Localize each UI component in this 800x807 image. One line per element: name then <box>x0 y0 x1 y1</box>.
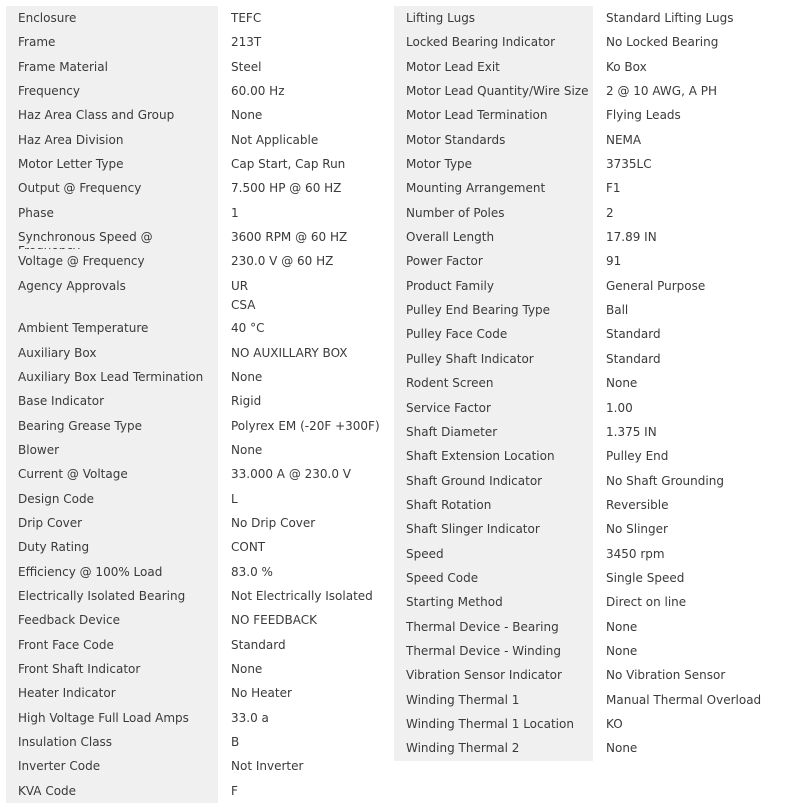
spec-row <box>394 420 793 444</box>
spec-value <box>593 493 793 517</box>
spec-label: Power Factor <box>394 249 593 273</box>
spec-label: Number of Poles <box>394 201 593 225</box>
spec-label: Speed <box>394 542 593 566</box>
spec-label: Efficiency @ 100% Load <box>6 560 218 584</box>
spec-label: Shaft Ground Indicator <box>394 469 593 493</box>
spec-label: Motor Lead Exit <box>394 55 593 79</box>
spec-row <box>394 176 793 200</box>
specs-column-left <box>6 6 393 803</box>
spec-value <box>218 128 393 152</box>
spec-label: Mounting Arrangement <box>394 176 593 200</box>
spec-row <box>394 542 793 566</box>
spec-value <box>218 176 393 200</box>
spec-value-line: None <box>606 741 638 756</box>
spec-value-line: 7.500 HP @ 60 HZ <box>231 181 342 196</box>
spec-value-line: L <box>231 491 238 506</box>
spec-value-line: Ball <box>606 303 629 318</box>
spec-value-line: 1.375 IN <box>606 424 657 439</box>
spec-label: Duty Rating <box>6 535 218 559</box>
spec-value <box>218 438 393 462</box>
spec-value <box>593 590 793 614</box>
spec-row <box>6 633 393 657</box>
spec-value <box>593 103 793 127</box>
spec-value-line: Not Electrically Isolated <box>231 589 373 604</box>
spec-label: Motor Standards <box>394 128 593 152</box>
spec-label: Bearing Grease Type <box>6 414 218 438</box>
spec-row <box>6 128 393 152</box>
spec-row <box>394 249 793 273</box>
spec-value <box>593 322 793 346</box>
spec-row <box>6 6 393 30</box>
spec-value <box>218 55 393 79</box>
spec-label: KVA Code <box>6 779 218 803</box>
spec-value <box>218 152 393 176</box>
spec-label: Overall Length <box>394 225 593 249</box>
spec-value-line: CONT <box>231 540 266 555</box>
spec-label: Pulley Face Code <box>394 322 593 346</box>
spec-row <box>6 681 393 705</box>
spec-value <box>593 688 793 712</box>
spec-value <box>593 6 793 30</box>
spec-value <box>593 736 793 760</box>
spec-row <box>394 590 793 614</box>
spec-value-line: Steel <box>231 59 262 74</box>
spec-label: Feedback Device <box>6 608 218 632</box>
spec-value-line: No Vibration Sensor <box>606 668 726 683</box>
spec-row <box>394 152 793 176</box>
spec-value-line: 213T <box>231 35 262 50</box>
spec-label: Lifting Lugs <box>394 6 593 30</box>
spec-value <box>593 542 793 566</box>
spec-label: Motor Lead Termination <box>394 103 593 127</box>
spec-value <box>218 79 393 103</box>
spec-value-line: 91 <box>606 254 622 269</box>
spec-value <box>218 225 393 249</box>
spec-label: Base Indicator <box>6 389 218 413</box>
spec-value <box>593 396 793 420</box>
spec-label: Speed Code <box>394 566 593 590</box>
spec-label: Motor Lead Quantity/Wire Size <box>394 79 593 103</box>
spec-row <box>6 389 393 413</box>
spec-label: Heater Indicator <box>6 681 218 705</box>
spec-row <box>394 128 793 152</box>
spec-value-line: Standard Lifting Lugs <box>606 11 734 25</box>
spec-value <box>218 584 393 608</box>
spec-value-line: 60.00 Hz <box>231 84 285 99</box>
spec-row <box>6 55 393 79</box>
spec-row <box>394 225 793 249</box>
spec-value <box>593 79 793 103</box>
spec-value-line: 33.000 A @ 230.0 V <box>231 467 352 482</box>
spec-value <box>218 462 393 486</box>
spec-row <box>394 736 793 760</box>
spec-row <box>6 657 393 681</box>
spec-value-line: Standard <box>606 327 661 342</box>
spec-value-line: No Slinger <box>606 522 668 537</box>
spec-label: Design Code <box>6 487 218 511</box>
spec-value-line: No Shaft Grounding <box>606 473 724 488</box>
spec-value-line: Rigid <box>231 394 262 409</box>
spec-value <box>593 55 793 79</box>
spec-row <box>6 152 393 176</box>
spec-value-line: 3450 rpm <box>606 546 665 561</box>
spec-row <box>394 688 793 712</box>
spec-value <box>218 414 393 438</box>
spec-label: Shaft Extension Location <box>394 444 593 468</box>
spec-value <box>593 517 793 541</box>
spec-row <box>6 79 393 103</box>
spec-label: Insulation Class <box>6 730 218 754</box>
spec-value-line: Standard <box>606 351 661 366</box>
spec-value-line: No Drip Cover <box>231 516 316 531</box>
spec-label: Rodent Screen <box>394 371 593 395</box>
spec-value <box>593 566 793 590</box>
spec-label: Frequency <box>6 79 218 103</box>
spec-value <box>218 316 393 340</box>
spec-label: Synchronous Speed @ <box>6 225 218 249</box>
spec-label: Drip Cover <box>6 511 218 535</box>
spec-label: Ambient Temperature <box>6 316 218 340</box>
spec-value-line: Single Speed <box>606 570 685 585</box>
spec-value-line: KO <box>606 716 623 731</box>
spec-row <box>6 225 393 249</box>
spec-value-line: None <box>231 108 263 123</box>
spec-row <box>6 608 393 632</box>
spec-row <box>6 730 393 754</box>
spec-row <box>394 322 793 346</box>
spec-row <box>6 535 393 559</box>
spec-row <box>6 414 393 438</box>
spec-value <box>218 201 393 225</box>
spec-row <box>394 444 793 468</box>
spec-row <box>6 584 393 608</box>
spec-value-line: 230.0 V @ 60 HZ <box>231 254 334 269</box>
spec-value <box>218 706 393 730</box>
spec-label: Front Shaft Indicator <box>6 657 218 681</box>
spec-row <box>6 462 393 486</box>
spec-value-line: 1 <box>231 205 239 220</box>
spec-value-line: UR <box>231 278 249 293</box>
spec-label: Frame Material <box>6 55 218 79</box>
spec-row <box>6 779 393 803</box>
spec-label: Thermal Device - Bearing <box>394 615 593 639</box>
spec-row <box>6 103 393 127</box>
spec-value <box>593 30 793 54</box>
spec-value <box>593 712 793 736</box>
spec-row <box>394 371 793 395</box>
spec-value <box>593 615 793 639</box>
spec-value-line: No Heater <box>231 686 292 701</box>
spec-value-line: Direct on line <box>606 595 687 610</box>
spec-value <box>593 201 793 225</box>
spec-value <box>218 365 393 389</box>
spec-value <box>593 420 793 444</box>
spec-value-line: Manual Thermal Overload <box>606 692 762 707</box>
spec-value <box>218 535 393 559</box>
spec-row <box>394 298 793 322</box>
spec-label: Agency Approvals <box>6 274 218 317</box>
spec-label: Voltage @ Frequency <box>6 249 218 273</box>
spec-row <box>6 365 393 389</box>
spec-row <box>6 487 393 511</box>
spec-value-line: 33.0 a <box>231 710 269 725</box>
spec-value <box>593 469 793 493</box>
spec-row <box>6 706 393 730</box>
spec-value <box>218 511 393 535</box>
spec-label: Starting Method <box>394 590 593 614</box>
spec-value-line: B <box>231 735 240 750</box>
spec-value-line: None <box>606 619 638 634</box>
spec-value <box>593 225 793 249</box>
spec-label: Vibration Sensor Indicator <box>394 663 593 687</box>
spec-value-line: 1.00 <box>606 400 633 415</box>
spec-row <box>6 249 393 273</box>
spec-value <box>218 560 393 584</box>
spec-label: Auxiliary Box <box>6 341 218 365</box>
spec-row <box>6 274 393 317</box>
spec-value-line: Polyrex EM (-20F +300F) <box>231 418 380 433</box>
spec-value-line: F <box>231 783 238 798</box>
spec-value <box>218 487 393 511</box>
spec-row <box>394 663 793 687</box>
spec-value-line: 40 °C <box>231 321 265 336</box>
spec-value <box>593 371 793 395</box>
spec-label: Winding Thermal 1 Location <box>394 712 593 736</box>
spec-label: Front Face Code <box>6 633 218 657</box>
spec-value <box>218 633 393 657</box>
spec-label: Thermal Device - Winding <box>394 639 593 663</box>
spec-value <box>218 6 393 30</box>
spec-value-line: No Locked Bearing <box>606 35 719 50</box>
spec-label: Motor Letter Type <box>6 152 218 176</box>
spec-row <box>394 55 793 79</box>
spec-row <box>394 79 793 103</box>
spec-value-line: Pulley End <box>606 449 669 464</box>
spec-row <box>394 469 793 493</box>
spec-value-line: Flying Leads <box>606 108 681 123</box>
spec-row <box>394 201 793 225</box>
spec-value <box>218 608 393 632</box>
spec-value <box>593 176 793 200</box>
spec-row <box>394 30 793 54</box>
spec-label: Locked Bearing Indicator <box>394 30 593 54</box>
spec-value <box>593 639 793 663</box>
spec-label: Shaft Rotation <box>394 493 593 517</box>
spec-row <box>6 30 393 54</box>
spec-label: Shaft Diameter <box>394 420 593 444</box>
spec-value-line: TEFC <box>231 11 262 25</box>
spec-row <box>6 201 393 225</box>
spec-value <box>218 389 393 413</box>
spec-row <box>6 341 393 365</box>
spec-row <box>6 560 393 584</box>
spec-value <box>218 30 393 54</box>
spec-row <box>394 517 793 541</box>
spec-value-line: None <box>606 643 638 658</box>
spec-value <box>218 754 393 778</box>
spec-label: Pulley Shaft Indicator <box>394 347 593 371</box>
spec-row <box>6 754 393 778</box>
spec-row <box>394 347 793 371</box>
spec-label: Output @ Frequency <box>6 176 218 200</box>
spec-label: Auxiliary Box Lead Termination <box>6 365 218 389</box>
spec-value <box>593 347 793 371</box>
spec-value-line: Not Applicable <box>231 132 319 147</box>
spec-label: Haz Area Class and Group <box>6 103 218 127</box>
spec-value-line: 2 @ 10 AWG, A PH <box>606 84 717 99</box>
spec-row <box>394 493 793 517</box>
spec-value-line: CSA <box>231 297 256 312</box>
spec-label: Shaft Slinger Indicator <box>394 517 593 541</box>
spec-value-line: 83.0 % <box>231 564 273 579</box>
spec-row <box>6 511 393 535</box>
spec-label: High Voltage Full Load Amps <box>6 706 218 730</box>
spec-value-line: Reversible <box>606 497 669 512</box>
spec-label: Product Family <box>394 274 593 298</box>
spec-value <box>593 274 793 298</box>
spec-value <box>593 128 793 152</box>
spec-value-line: Standard <box>231 637 286 652</box>
spec-value <box>593 152 793 176</box>
spec-value-line: None <box>606 376 638 391</box>
spec-label: Winding Thermal 2 <box>394 736 593 760</box>
spec-row <box>394 274 793 298</box>
spec-value-line: NO FEEDBACK <box>231 613 318 628</box>
spec-value <box>593 444 793 468</box>
spec-value-line: 17.89 IN <box>606 230 657 245</box>
spec-label: Service Factor <box>394 396 593 420</box>
spec-label: Pulley End Bearing Type <box>394 298 593 322</box>
spec-value-line: None <box>231 369 263 384</box>
spec-value <box>218 730 393 754</box>
spec-value <box>218 249 393 273</box>
spec-value <box>218 341 393 365</box>
spec-label: Winding Thermal 1 <box>394 688 593 712</box>
spec-value <box>218 681 393 705</box>
spec-value-line: Ko Box <box>606 59 647 74</box>
spec-value-line: None <box>231 662 263 677</box>
spec-value-line: General Purpose <box>606 278 706 293</box>
spec-row <box>394 6 793 30</box>
spec-row <box>6 316 393 340</box>
spec-value <box>218 274 393 317</box>
specs-column-right <box>394 6 793 761</box>
spec-value-line: Not Inverter <box>231 759 304 774</box>
spec-value <box>218 657 393 681</box>
spec-value <box>593 298 793 322</box>
spec-row <box>394 103 793 127</box>
spec-value <box>593 663 793 687</box>
spec-row <box>6 438 393 462</box>
spec-label: Phase <box>6 201 218 225</box>
spec-row <box>394 712 793 736</box>
spec-label: Enclosure <box>6 6 218 30</box>
spec-row <box>6 176 393 200</box>
spec-label: Inverter Code <box>6 754 218 778</box>
spec-value <box>593 249 793 273</box>
spec-label: Haz Area Division <box>6 128 218 152</box>
spec-label: Motor Type <box>394 152 593 176</box>
spec-row <box>394 566 793 590</box>
spec-value-line: NEMA <box>606 132 642 147</box>
spec-label: Electrically Isolated Bearing <box>6 584 218 608</box>
spec-label: Current @ Voltage <box>6 462 218 486</box>
spec-value-line: F1 <box>606 181 621 196</box>
spec-value <box>218 779 393 803</box>
spec-label: Frame <box>6 30 218 54</box>
spec-value-line: None <box>231 443 263 457</box>
spec-row <box>394 639 793 663</box>
spec-label: Blower <box>6 438 218 462</box>
spec-value-line: 3735LC <box>606 157 652 172</box>
spec-value-line: NO AUXILLARY BOX <box>231 345 348 360</box>
spec-row <box>394 396 793 420</box>
spec-value-line: 2 <box>606 205 614 220</box>
spec-value-line: 3600 RPM @ 60 HZ <box>231 230 348 245</box>
spec-value-line: Cap Start, Cap Run <box>231 157 346 172</box>
spec-value <box>218 103 393 127</box>
spec-row <box>394 615 793 639</box>
